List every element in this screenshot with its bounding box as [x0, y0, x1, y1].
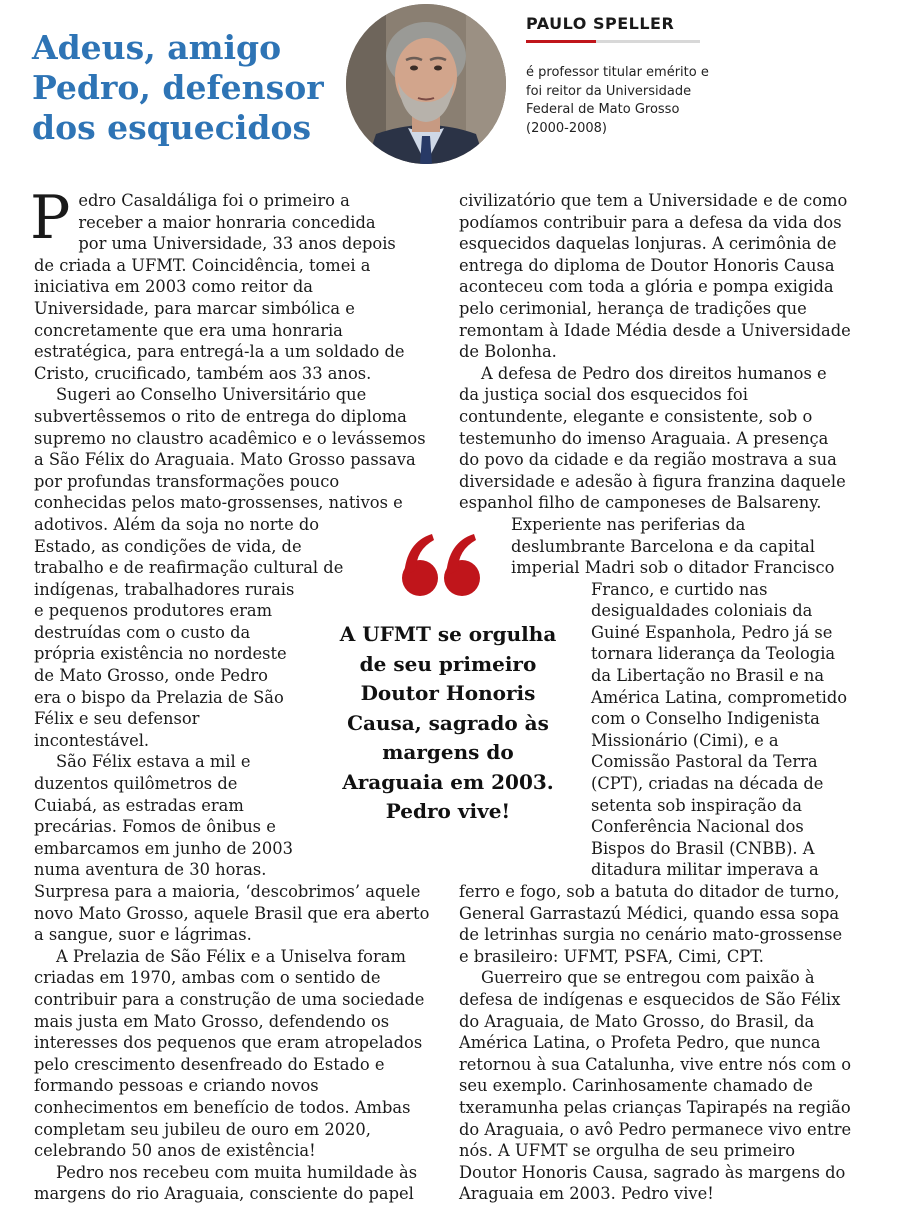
text-line: e brasileiro: UFMT, PSFA, Cimi, CPT. — [459, 946, 764, 966]
text-line: setenta sob inspiração da — [591, 795, 802, 815]
paragraph-6 — [459, 190, 875, 363]
author-photo — [346, 4, 506, 164]
text-line: formando pessoas e criando novos — [34, 1076, 319, 1096]
text-line: Araguaia em 2003. Pedro vive! — [459, 1184, 714, 1204]
text-line: a sangue, suor e lágrimas. — [34, 925, 252, 945]
text-line: Conferência Nacional dos — [591, 817, 804, 837]
text-line: destruídas com o custo da — [34, 622, 251, 642]
text-line: ditadura militar imperava a — [591, 860, 819, 880]
text-line: Estado, as condições de vida, de — [34, 536, 302, 556]
paragraph-7 — [459, 363, 875, 514]
article-right-column — [459, 190, 875, 1205]
paragraph-4 — [34, 946, 434, 1162]
text-line: tornara liderança da Teologia — [591, 644, 836, 664]
text-line: Guerreiro que se entregou com paixão à — [481, 968, 815, 988]
text-line: trabalho e de reafirmação cultural de — [34, 558, 344, 578]
text-line: General Garrastazú Médici, quando essa sopa — [459, 903, 840, 923]
text-line: com o Conselho Indigenista — [591, 709, 820, 729]
text-line: de Mato Grosso, onde Pedro — [34, 666, 268, 686]
text-line: Missionário (Cimi), e a — [591, 730, 779, 750]
text-line: celebrando 50 anos de existência! — [34, 1141, 316, 1161]
text-line: Surpresa para a maioria, ‘descobrimos’ aquele — [34, 882, 421, 901]
drop-cap: P — [30, 183, 71, 253]
text-line: concretamente que era uma honraria — [34, 320, 343, 340]
author-bio: é professor titular emérito e foi reitor da Universidade Federal de Mato Grosso (2000-2008) — [526, 65, 709, 136]
text-line: receber a maior honraria concedida — [78, 212, 376, 232]
pull-quote: A UFMT se orgulha de seu primeiro Doutor Honoris Causa, sagrado às margens do Araguaia em 2003. Pedro vive! — [339, 622, 557, 823]
text-line: e pequenos produtores eram — [34, 601, 273, 621]
text-line: precárias. Fomos de ônibus e — [34, 817, 276, 837]
text-line: Pedro nos recebeu com muita humildade às — [56, 1162, 418, 1182]
text-line: aconteceu com toda a glória e pompa exigida — [459, 277, 834, 297]
text-line: América Latina, o Profeta Pedro, que nunca — [459, 1033, 821, 1053]
text-line: embarcamos em junho de 2003 — [34, 838, 293, 858]
headline: Adeus, amigo Pedro, defensor dos esquecidos — [32, 28, 324, 147]
text-line: da justiça social dos esquecidos foi — [459, 385, 748, 405]
text-line: adotivos. Além da soja no norte do — [34, 514, 320, 534]
text-line: deslumbrante Barcelona e da capital — [511, 536, 815, 556]
text-line: iniciativa em 2003 como reitor da — [34, 277, 314, 297]
text-line: pelo cerimonial, herança de tradições que — [459, 298, 807, 318]
text-line: novo Mato Grosso, aquele Brasil que era aberto — [34, 903, 430, 923]
text-line: estratégica, para entregá-la a um soldado de — [34, 342, 405, 362]
text-line: ferro e fogo, sob a batuta do ditador de turno, — [459, 882, 840, 901]
text-line: A Prelazia de São Félix e a Uniselva foram — [56, 946, 406, 966]
author-name: PAULO SPELLER — [526, 14, 675, 33]
text-line: supremo no claustro acadêmico e o levássemos — [34, 428, 426, 448]
text-line: completam seu jubileu de ouro em 2020, — [34, 1119, 371, 1139]
text-line: a São Félix do Araguaia. Mato Grosso passava — [34, 450, 416, 470]
paragraph-1 — [30, 183, 434, 384]
text-line: desigualdades coloniais da — [591, 601, 813, 621]
text-line: pelo crescimento desenfreado do Estado e — [34, 1054, 385, 1074]
text-line: mais justa em Mato Grosso, defendendo os — [34, 1011, 390, 1031]
text-line: Comissão Pastoral da Terra — [591, 752, 818, 772]
text-line: contundente, elegante e consistente, sob o — [459, 406, 813, 426]
text-line: nós. A UFMT se orgulha de seu primeiro — [459, 1141, 796, 1161]
text-line: defesa de indígenas e esquecidos de São Félix — [459, 989, 841, 1009]
text-line: edro Casaldáliga foi o primeiro a — [78, 191, 350, 210]
text-line: indígenas, trabalhadores rurais — [34, 579, 295, 599]
text-line: interesses dos pequenos que eram atropelados — [34, 1033, 423, 1053]
text-line: do povo da cidade e da região mostrava a sua — [459, 450, 837, 470]
text-line: civilizatório que tem a Universidade e de como — [459, 191, 848, 210]
text-line: Experiente nas periferias da — [511, 514, 746, 534]
text-line: contribuir para a construção de uma sociedade — [34, 989, 425, 1009]
text-line: conhecimentos em benefício de todos. Ambas — [34, 1097, 411, 1117]
text-line: de criada a UFMT. Coincidência, tomei a — [34, 255, 371, 275]
text-line: Franco, e curtido nas — [591, 579, 768, 599]
author-portrait-illustration — [346, 4, 506, 164]
text-line: txeramunha pelas crianças Tapirapés na região — [459, 1097, 851, 1117]
text-line: de Bolonha. — [459, 342, 557, 362]
text-line: margens do rio Araguaia, consciente do papel — [34, 1184, 414, 1204]
text-line: Universidade, para marcar simbólica e — [34, 298, 355, 318]
text-line: diversidade e adesão à figura franzina daquele — [459, 471, 846, 491]
text-line: A defesa de Pedro dos direitos humanos e — [481, 363, 827, 383]
text-line: da Libertação no Brasil e na — [591, 666, 825, 686]
text-line: entrega do diploma de Doutor Honoris Causa — [459, 255, 835, 275]
text-line: podíamos contribuir para a defesa da vida dos — [459, 212, 842, 232]
author-divider-accent — [526, 40, 596, 43]
text-line: conhecidas pelos mato-grossenses, nativos e — [34, 493, 403, 513]
text-line: do Araguaia, o avô Pedro permanece vivo entre — [459, 1119, 852, 1139]
paragraph-8 — [459, 514, 875, 967]
text-line: própria existência no nordeste — [34, 644, 287, 664]
text-line: por uma Universidade, 33 anos depois — [78, 234, 396, 254]
text-line: de letrinhas surgia no cenário mato-grossense — [459, 925, 843, 945]
text-line: São Félix estava a mil e — [56, 752, 251, 772]
text-line: numa aventura de 30 horas. — [34, 860, 267, 880]
text-line: espanhol filho de camponeses de Balsareny. — [459, 493, 822, 513]
text-line: (CPT), criadas na década de — [591, 774, 824, 794]
text-line: imperial Madri sob o ditador Francisco — [511, 558, 835, 578]
text-line: América Latina, comprometido — [591, 687, 848, 707]
text-line: Sugeri ao Conselho Universitário que — [56, 385, 367, 405]
paragraph-9 — [459, 967, 875, 1205]
text-line: criadas em 1970, ambas com o sentido de — [34, 968, 381, 988]
text-line: Cristo, crucificado, também aos 33 anos. — [34, 363, 372, 383]
text-line: Guiné Espanhola, Pedro já se — [591, 622, 833, 642]
text-line: incontestável. — [34, 730, 150, 750]
text-line: seu exemplo. Carinhosamente chamado de — [459, 1076, 813, 1096]
text-line: Cuiabá, as estradas eram — [34, 795, 244, 815]
paragraph-5 — [34, 1162, 434, 1205]
text-line: por profundas transformações pouco — [34, 471, 340, 491]
text-line: remontam à Idade Média desde a Universidade — [459, 320, 851, 340]
text-line: era o bispo da Prelazia de São — [34, 687, 284, 707]
text-line: Doutor Honoris Causa, sagrado às margens do — [459, 1162, 846, 1182]
text-line: retornou à sua Catalunha, vive entre nós com o — [459, 1054, 852, 1074]
text-line: subvertêssemos o rito de entrega do diploma — [34, 406, 407, 426]
text-line: Bispos do Brasil (CNBB). A — [591, 838, 815, 858]
text-line: testemunho do imenso Araguaia. A presença — [459, 428, 829, 448]
text-line: Félix e seu defensor — [34, 709, 200, 729]
text-line: do Araguaia, de Mato Grosso, do Brasil, da — [459, 1011, 815, 1031]
text-line: duzentos quilômetros de — [34, 774, 238, 794]
text-line: esquecidos daquelas lonjuras. A cerimônia de — [459, 234, 837, 254]
